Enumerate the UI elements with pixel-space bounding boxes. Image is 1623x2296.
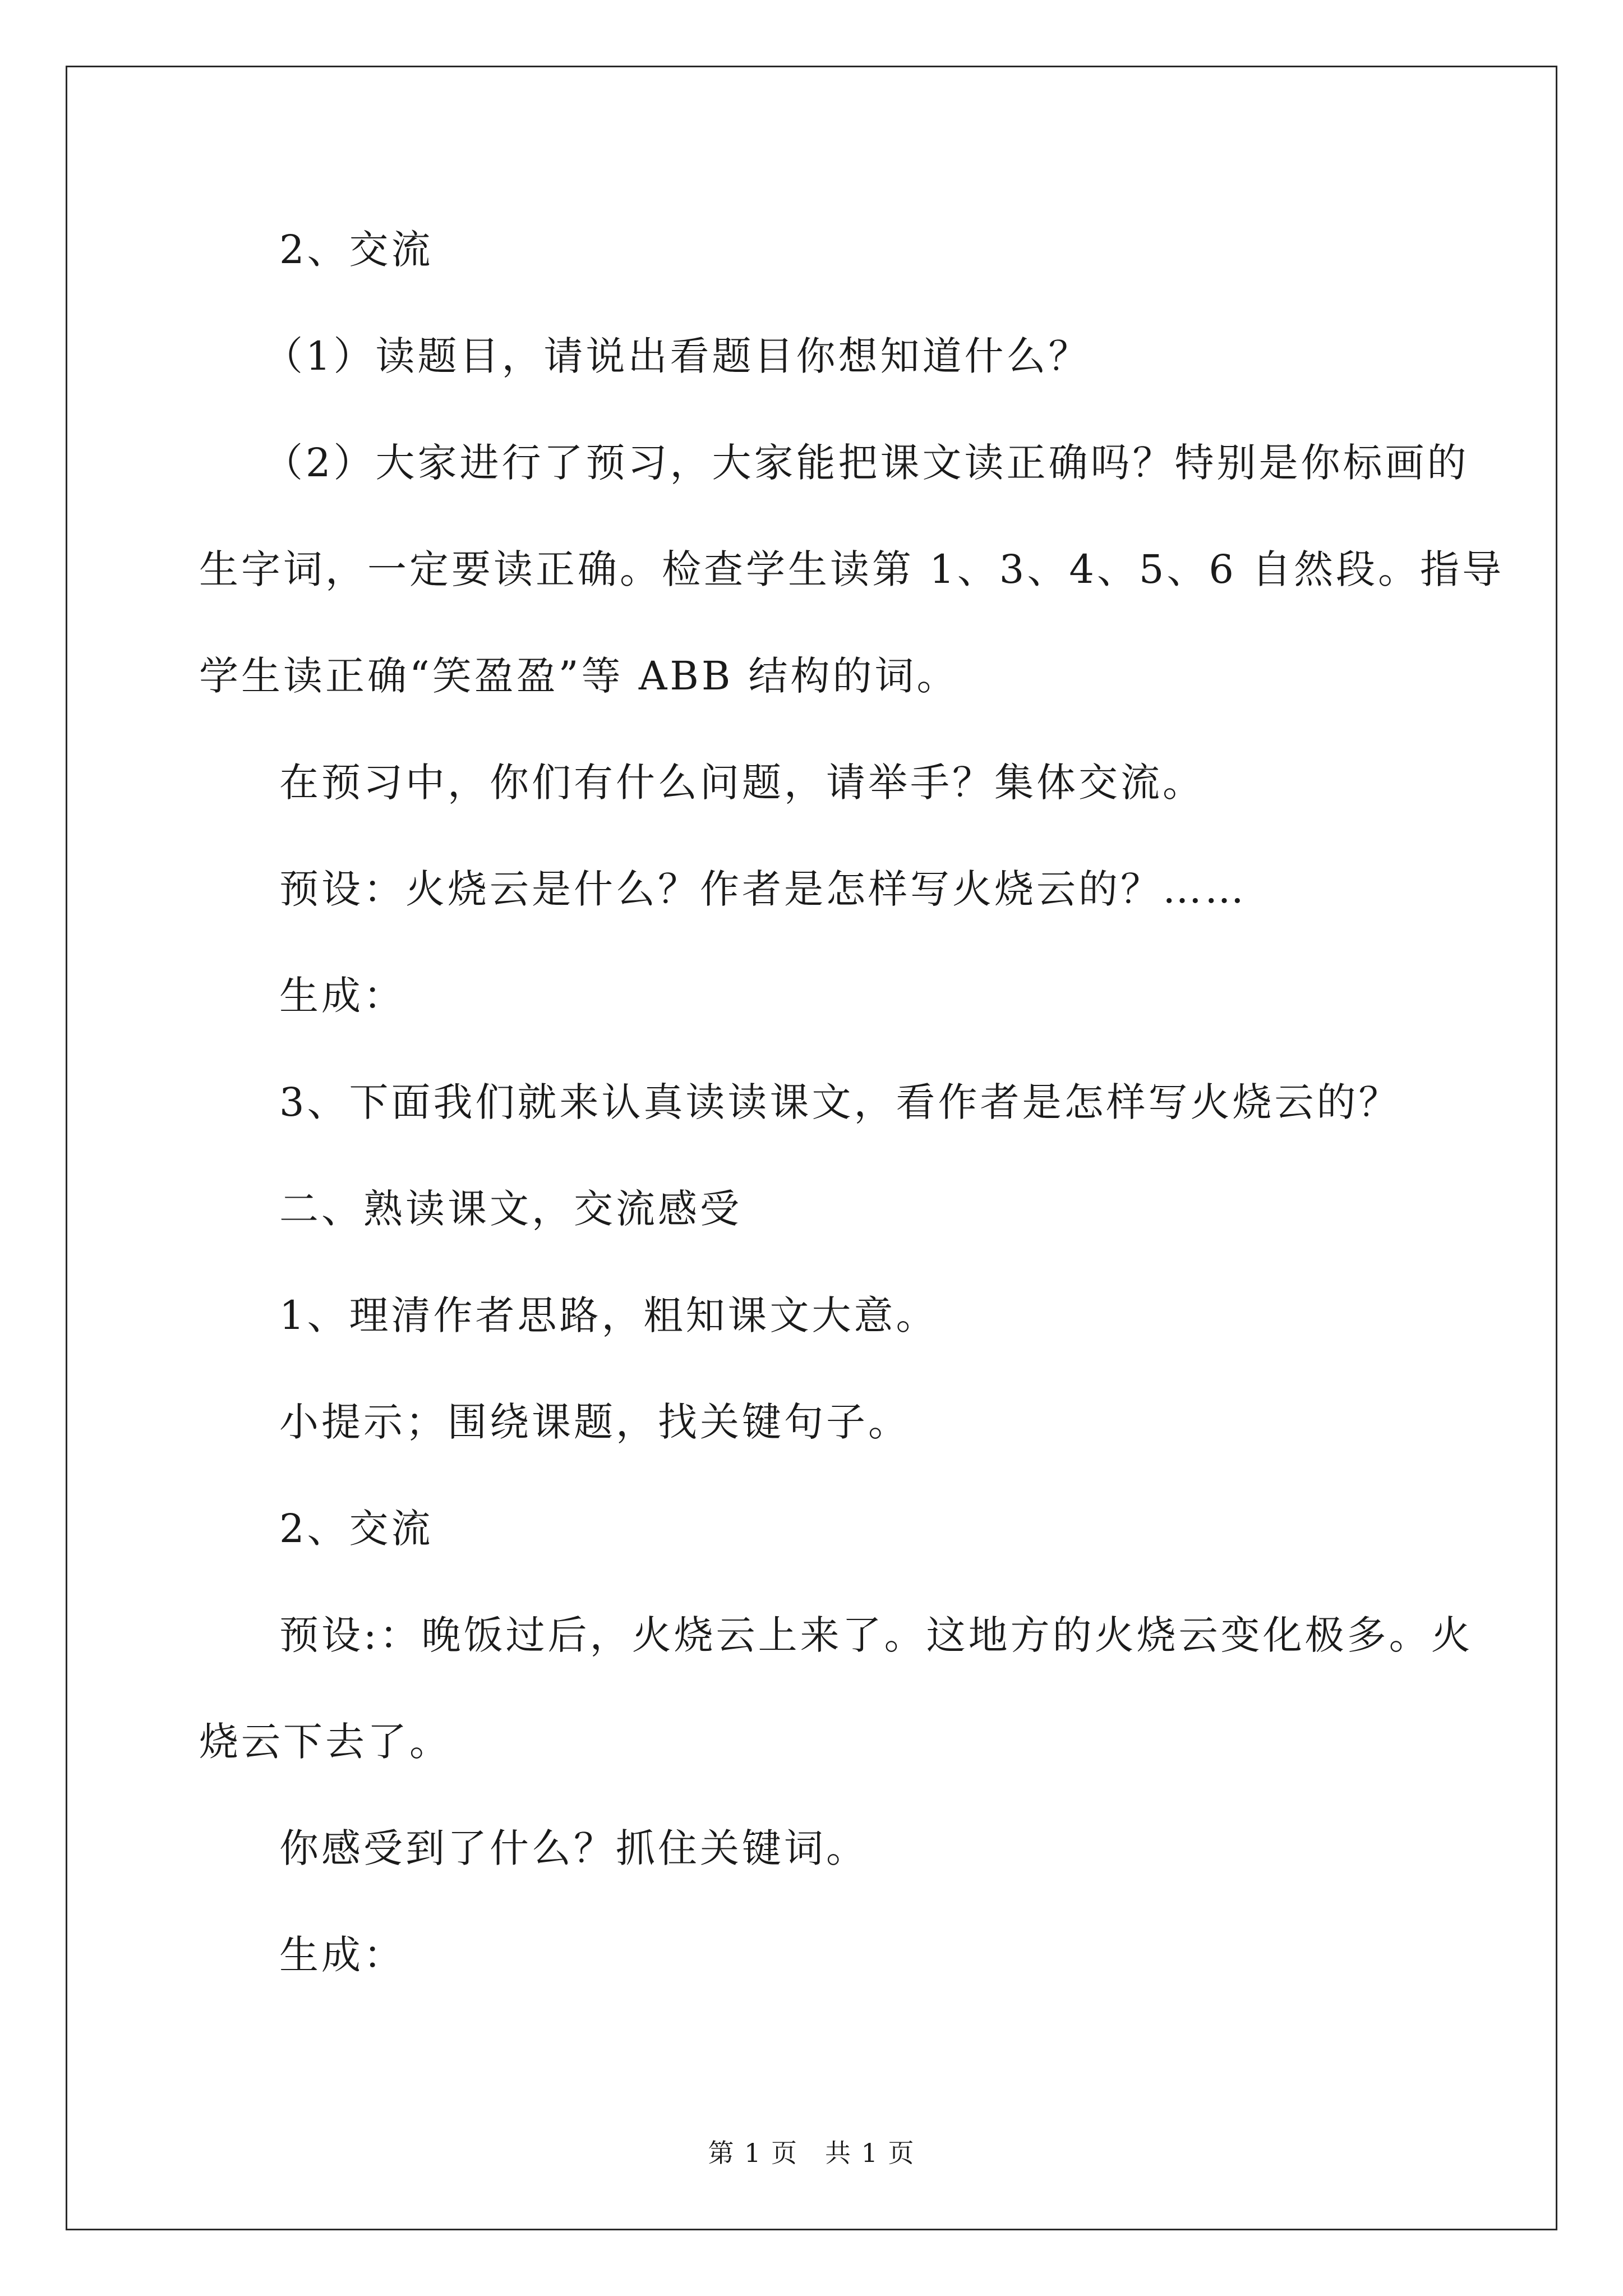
feeling-question: 你感受到了什么？抓住关键词。 (279, 1825, 868, 1871)
step-3: 3、下面我们就来认真读读课文，看作者是怎样写火烧云的？ (279, 1079, 1401, 1125)
question-2-line-3: 学生读正确“笑盈盈”等 ABB 结构的词。 (199, 653, 959, 699)
page-border (66, 66, 1557, 2230)
preset-2-line-1: 预设:：晚饭过后，火烧云上来了。这地方的火烧云变化极多。火 (279, 1612, 1473, 1658)
question-2-line-1: （2）大家进行了预习，大家能把课文读正确吗？特别是你标画的 (264, 440, 1469, 486)
step-1: 1、理清作者思路，粗知课文大意。 (279, 1292, 938, 1338)
question-2-line-2: 生字词，一定要读正确。检查学生读第 1、3、4、5、6 自然段。指导 (199, 546, 1505, 592)
hint: 小提示；围绕课题，找关键句子。 (279, 1399, 910, 1445)
question-1: （1）读题目，请说出看题目你想知道什么？ (264, 333, 1091, 379)
page-number-footer: 第 1 页 共 1 页 (708, 2138, 915, 2168)
preset-2-line-2: 烧云下去了。 (199, 1719, 451, 1765)
generate-1: 生成： (279, 973, 405, 1019)
preset-1: 预设：火烧云是什么？作者是怎样写火烧云的？…… (279, 866, 1247, 912)
section-2-heading: 二、熟读课文，交流感受 (279, 1186, 742, 1232)
heading-exchange-2: 2、交流 (279, 1506, 434, 1552)
generate-2: 生成： (279, 1932, 405, 1978)
heading-exchange-1: 2、交流 (279, 227, 434, 273)
preview-questions: 在预习中，你们有什么问题，请举手？集体交流。 (279, 760, 1205, 806)
